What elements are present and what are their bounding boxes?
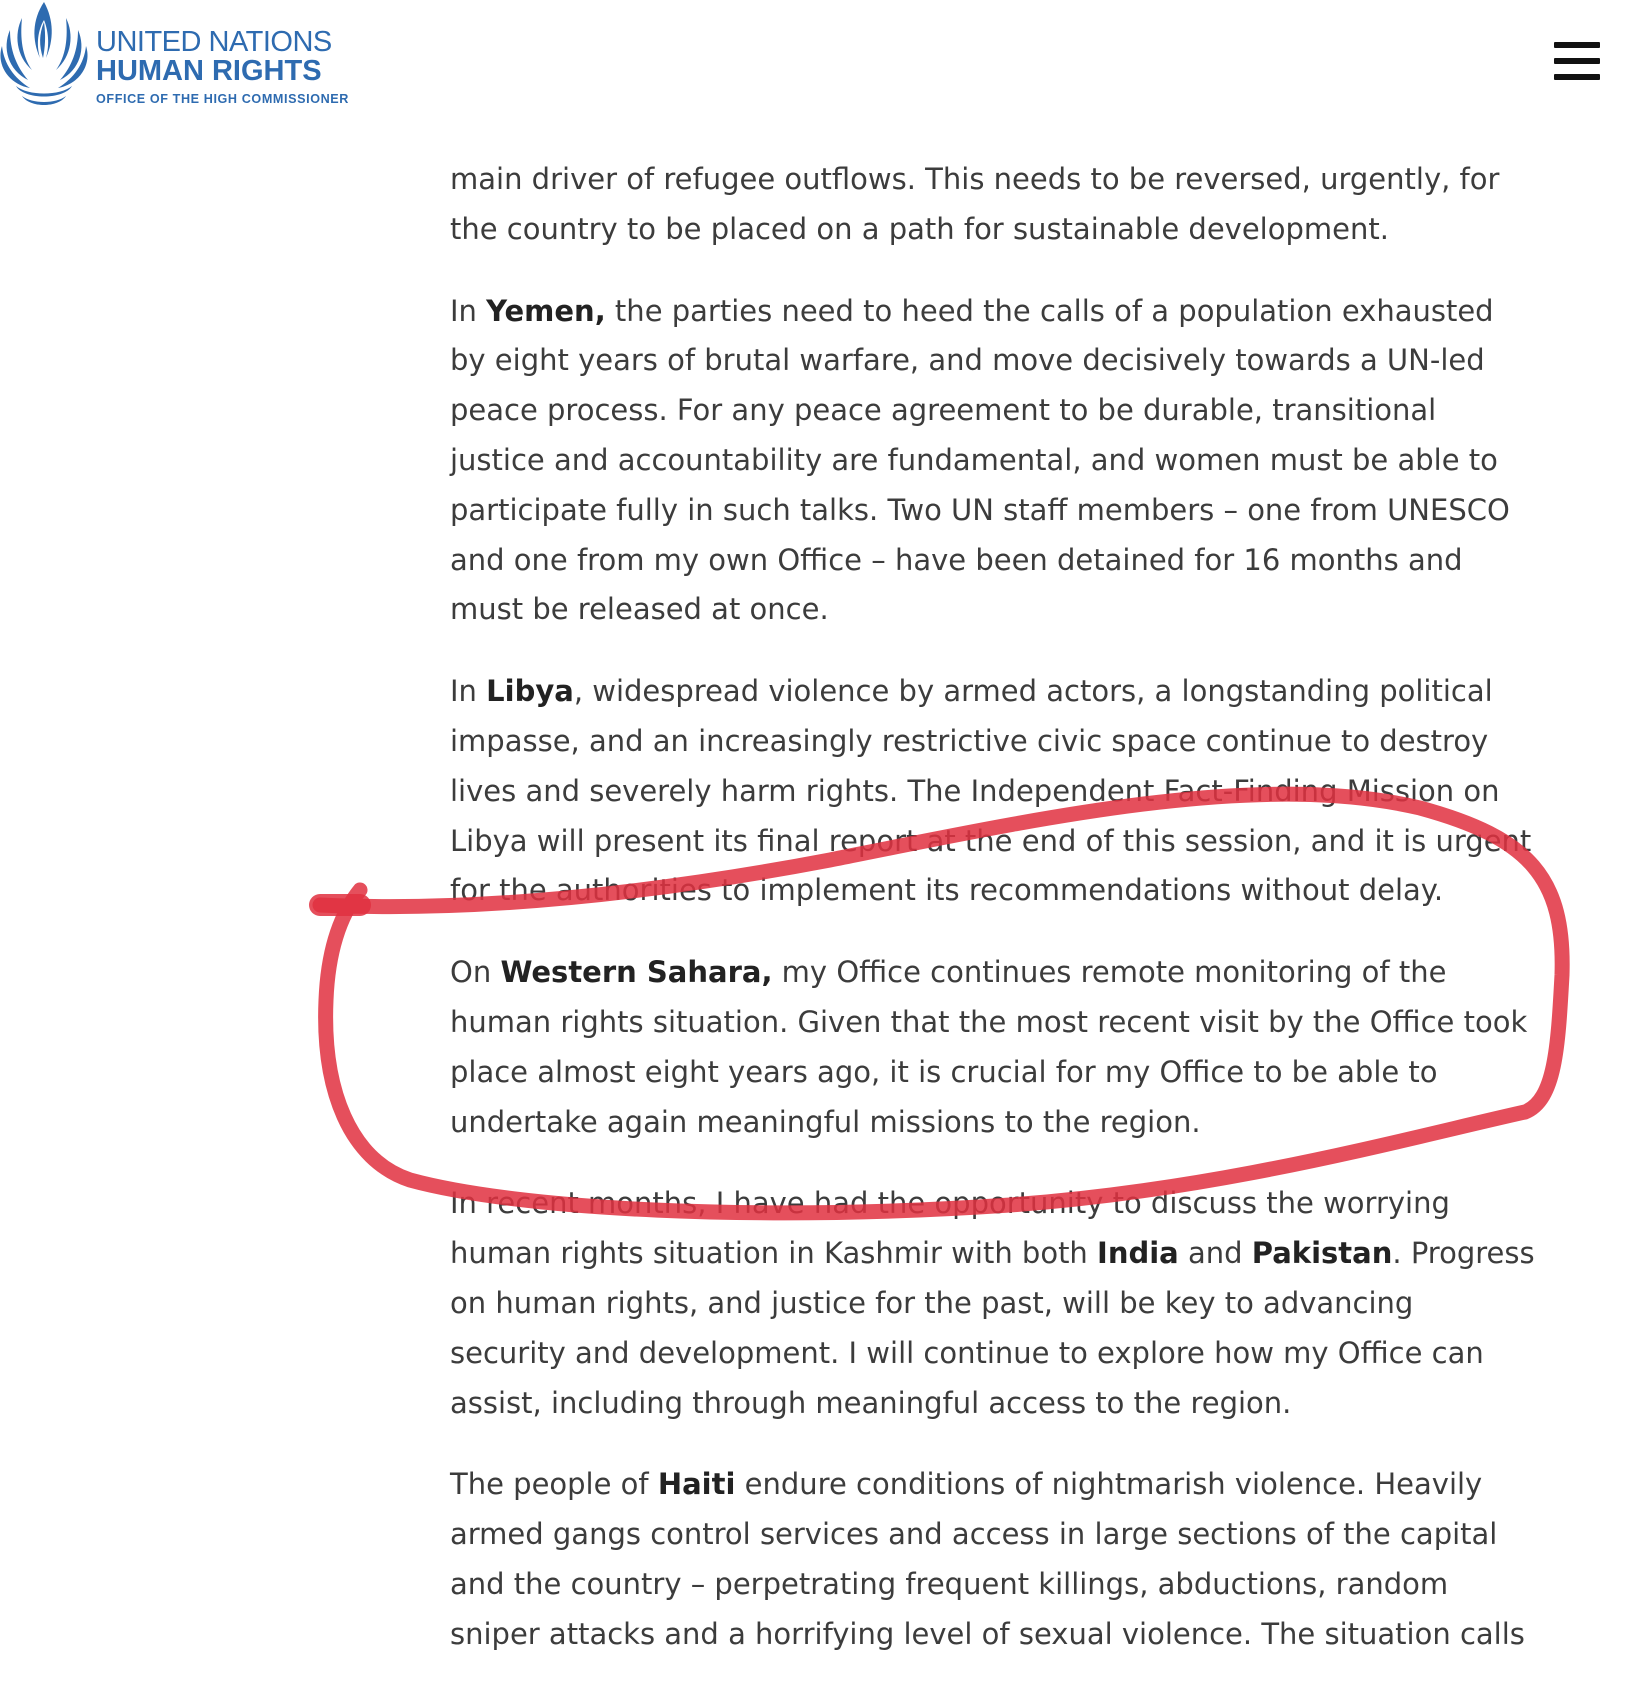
logo-line-office: OFFICE OF THE HIGH COMMISSIONER xyxy=(96,92,349,106)
logo-line-human-rights: HUMAN RIGHTS xyxy=(96,55,322,87)
paragraph-text: In recent months, I have had the opportunity to discuss the worrying human rights situation in Kashmir with both xyxy=(450,1186,1450,1271)
paragraph-yemen xyxy=(450,287,1535,636)
menu-bar xyxy=(1554,42,1600,48)
paragraph-text: main driver of refugee outflows. This needs to be reversed, urgently, for the country to be placed on a path for sustainable development. xyxy=(450,162,1500,246)
paragraph-text: and xyxy=(1178,1236,1252,1271)
menu-bar xyxy=(1554,74,1600,80)
article-body xyxy=(450,155,1535,1692)
paragraph-text: the parties need to heed the calls of a population exhausted by eight years of brutal warfare, and move decisively towards a UN-led peace process. For any peace agreement to be durable, transitional justice and accountability are fundamental, and women must be able to participate fully in such talks. Two UN staff members – one from UNESCO and one from my own Office – have been detained for 16 months and must be released at once. xyxy=(450,293,1510,627)
ohchr-logo[interactable] xyxy=(0,0,349,120)
logo-line-united-nations: UNITED NATIONS xyxy=(96,26,332,58)
paragraph-text: On xyxy=(450,955,501,990)
country-name-yemen: Yemen, xyxy=(486,293,606,328)
paragraph-haiti xyxy=(450,1460,1535,1659)
paragraph-kashmir xyxy=(450,1179,1535,1428)
paragraph-text: The people of xyxy=(450,1467,658,1502)
country-name-libya: Libya xyxy=(486,674,574,709)
paragraph-text: my Office continues remote monitoring of the human rights situation. Given that the most recent visit by the Office took place almost eight years ago, it is crucial for my Office to be able to undertake again meaningful missions to the region. xyxy=(450,955,1528,1139)
country-name-pakistan: Pakistan xyxy=(1251,1236,1393,1271)
paragraph-text: , widespread violence by armed actors, a longstanding political impasse, and an increasingly restrictive civic space continue to destroy lives and severely harm rights. The Independent Fact-Finding Mission on Libya will present its final report at the end of this session, and it is urgent for the authorities to implement its recommendations without delay. xyxy=(450,674,1532,908)
paragraph-text: endure conditions of nightmarish violence. Heavily armed gangs control services and access in large sections of the capital and the country – perpetrating frequent killings, abductions, random sniper attacks and a horrifying level of sexual violence. The situation calls xyxy=(450,1467,1525,1651)
paragraph-text: . Progress on human rights, and justice for the past, will be key to advancing security and development. I will continue to explore how my Office can assist, including through meaningful access to the region. xyxy=(450,1236,1535,1420)
paragraph-western-sahara xyxy=(450,948,1535,1147)
paragraph-text: In xyxy=(450,293,487,328)
country-name-india: India xyxy=(1097,1236,1179,1271)
un-emblem-icon xyxy=(0,0,92,110)
country-name-western-sahara: Western Sahara, xyxy=(500,955,773,990)
country-name-haiti: Haiti xyxy=(657,1467,736,1502)
paragraph-libya xyxy=(450,667,1535,916)
paragraph-text: In xyxy=(450,674,487,709)
paragraph-refugee xyxy=(450,155,1535,255)
site-header xyxy=(0,0,1639,140)
hamburger-menu-icon[interactable] xyxy=(1548,36,1608,86)
menu-bar xyxy=(1554,58,1600,64)
